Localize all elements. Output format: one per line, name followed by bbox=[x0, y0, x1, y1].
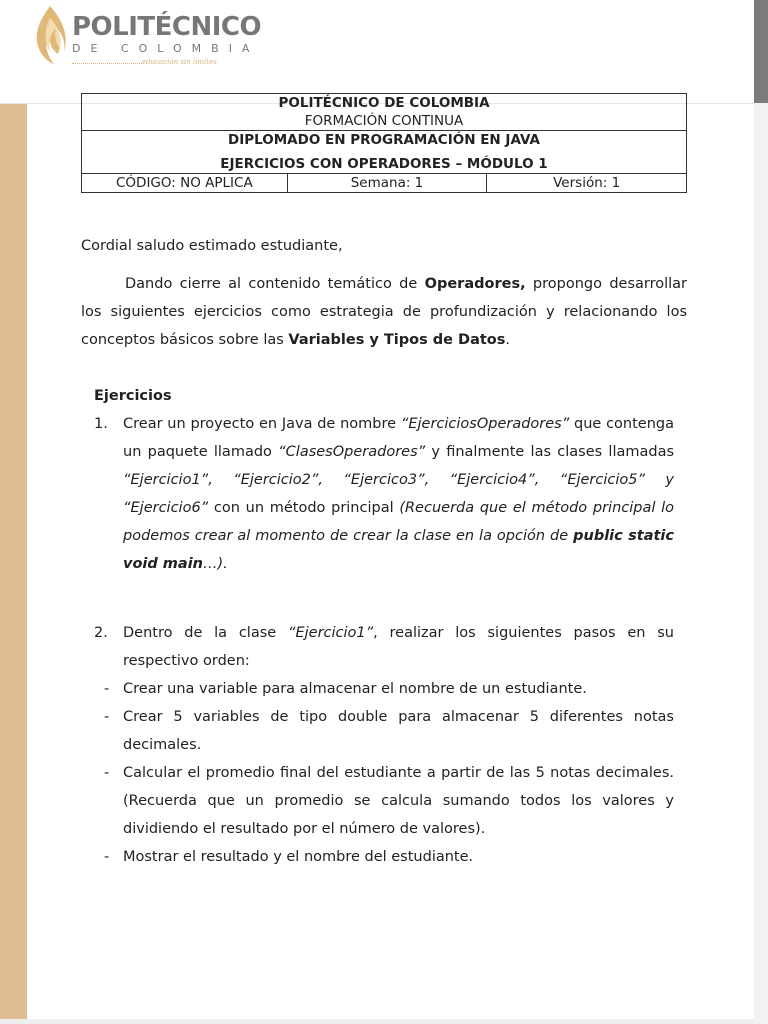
exercises-heading: Ejercicios bbox=[94, 388, 172, 404]
item-text bbox=[123, 410, 674, 578]
intro-text-e: . bbox=[505, 332, 511, 348]
bullet-item bbox=[94, 759, 674, 843]
item1-text-7: con un método principal bbox=[208, 500, 400, 516]
item1-text-3: que contenga un paquete llamado bbox=[123, 416, 675, 460]
item1-project-name: “EjerciciosOperadores” bbox=[400, 416, 570, 432]
item1-class-names: “Ejercicio1”, “Ejercicio2”, “Ejercico3”, “Ejercicio4”, “Ejercicio5” y “Ejercicio6” bbox=[123, 472, 674, 516]
document-header-table bbox=[81, 93, 687, 193]
scrollbar-thumb[interactable] bbox=[754, 0, 768, 103]
item1-note: (Recuerda que el método principal lo podemos crear al momento de crear la clase en la opción de bbox=[123, 500, 674, 544]
header-version: Versión: 1 bbox=[487, 174, 687, 193]
bullet-dash: - bbox=[104, 709, 110, 725]
item-text bbox=[123, 619, 674, 675]
header-institution-cell bbox=[82, 94, 687, 131]
bullet-dash: - bbox=[104, 765, 110, 781]
logo-tagline: educación sin límites bbox=[142, 58, 217, 66]
item-number: 1. bbox=[94, 416, 108, 432]
exercise-item-1 bbox=[94, 410, 674, 578]
bullet-dash: - bbox=[104, 849, 110, 865]
item2-class-name: “Ejercicio1” bbox=[287, 625, 374, 641]
item-number: 2. bbox=[94, 625, 108, 641]
item2-text-1: Dentro de la clase bbox=[123, 625, 288, 641]
bullet-dash: - bbox=[104, 681, 110, 697]
greeting: Cordial saludo estimado estudiante, bbox=[81, 238, 343, 254]
item1-note-end: …). bbox=[203, 556, 228, 572]
institution-logo bbox=[32, 4, 262, 70]
item1-text-1: Crear un proyecto en Java de nombre bbox=[123, 416, 401, 432]
intro-paragraph bbox=[81, 270, 687, 354]
logo-name: POLITÉCNICO bbox=[72, 12, 262, 42]
header-program: DIPLOMADO EN PROGRAMACIÓN EN JAVA bbox=[228, 132, 540, 148]
item2-text-3: , realizar los siguientes pasos en su respectivo orden: bbox=[123, 625, 674, 669]
flame-icon bbox=[32, 4, 68, 66]
intro-text-d: Variables y Tipos de Datos bbox=[288, 332, 506, 348]
bullet-text: Calcular el promedio final del estudiante a partir de las 5 notas decimales. (Recuerda que un promedio se calcula sumando todos los valores y dividiendo el resultado por el número de valores). bbox=[123, 765, 674, 837]
bullet-text: Crear 5 variables de tipo double para almacenar 5 diferentes notas decimales. bbox=[123, 709, 674, 753]
intro-text-b: Operadores, bbox=[424, 276, 526, 292]
bullet-text: Mostrar el resultado y el nombre del estudiante. bbox=[123, 849, 474, 865]
page-bottom-edge bbox=[0, 1019, 754, 1024]
header-topic: EJERCICIOS CON OPERADORES – MÓDULO 1 bbox=[220, 156, 548, 172]
item1-package-name: “ClasesOperadores” bbox=[278, 444, 426, 460]
bullet-text: Crear una variable para almacenar el nombre de un estudiante. bbox=[123, 681, 587, 697]
header-institution: POLITÉCNICO DE COLOMBIA bbox=[278, 95, 490, 111]
logo-dotted-line bbox=[72, 63, 142, 64]
logo-sub: DE COLOMBIA bbox=[72, 42, 260, 55]
scrollbar-track[interactable] bbox=[754, 0, 768, 1024]
item1-main-signature: public static void main bbox=[123, 528, 674, 572]
side-color-band bbox=[0, 104, 27, 1020]
bullet-item bbox=[94, 703, 674, 759]
header-unit: FORMACIÓN CONTINUA bbox=[304, 113, 464, 129]
header-code: CÓDIGO: NO APLICA bbox=[82, 174, 288, 193]
header-program-cell bbox=[82, 131, 687, 174]
bullet-item bbox=[94, 843, 674, 871]
item1-text-5: y finalmente las clases llamadas bbox=[425, 444, 675, 460]
exercise-item-2 bbox=[94, 619, 674, 675]
intro-text-c: propongo desarrollar los siguientes ejercicios como estrategia de profundización y relacionando los conceptos básicos sobre las bbox=[81, 276, 688, 348]
intro-text-a: Dando cierre al contenido temático de bbox=[125, 276, 425, 292]
header-week: Semana: 1 bbox=[287, 174, 487, 193]
bullet-item bbox=[94, 675, 674, 703]
